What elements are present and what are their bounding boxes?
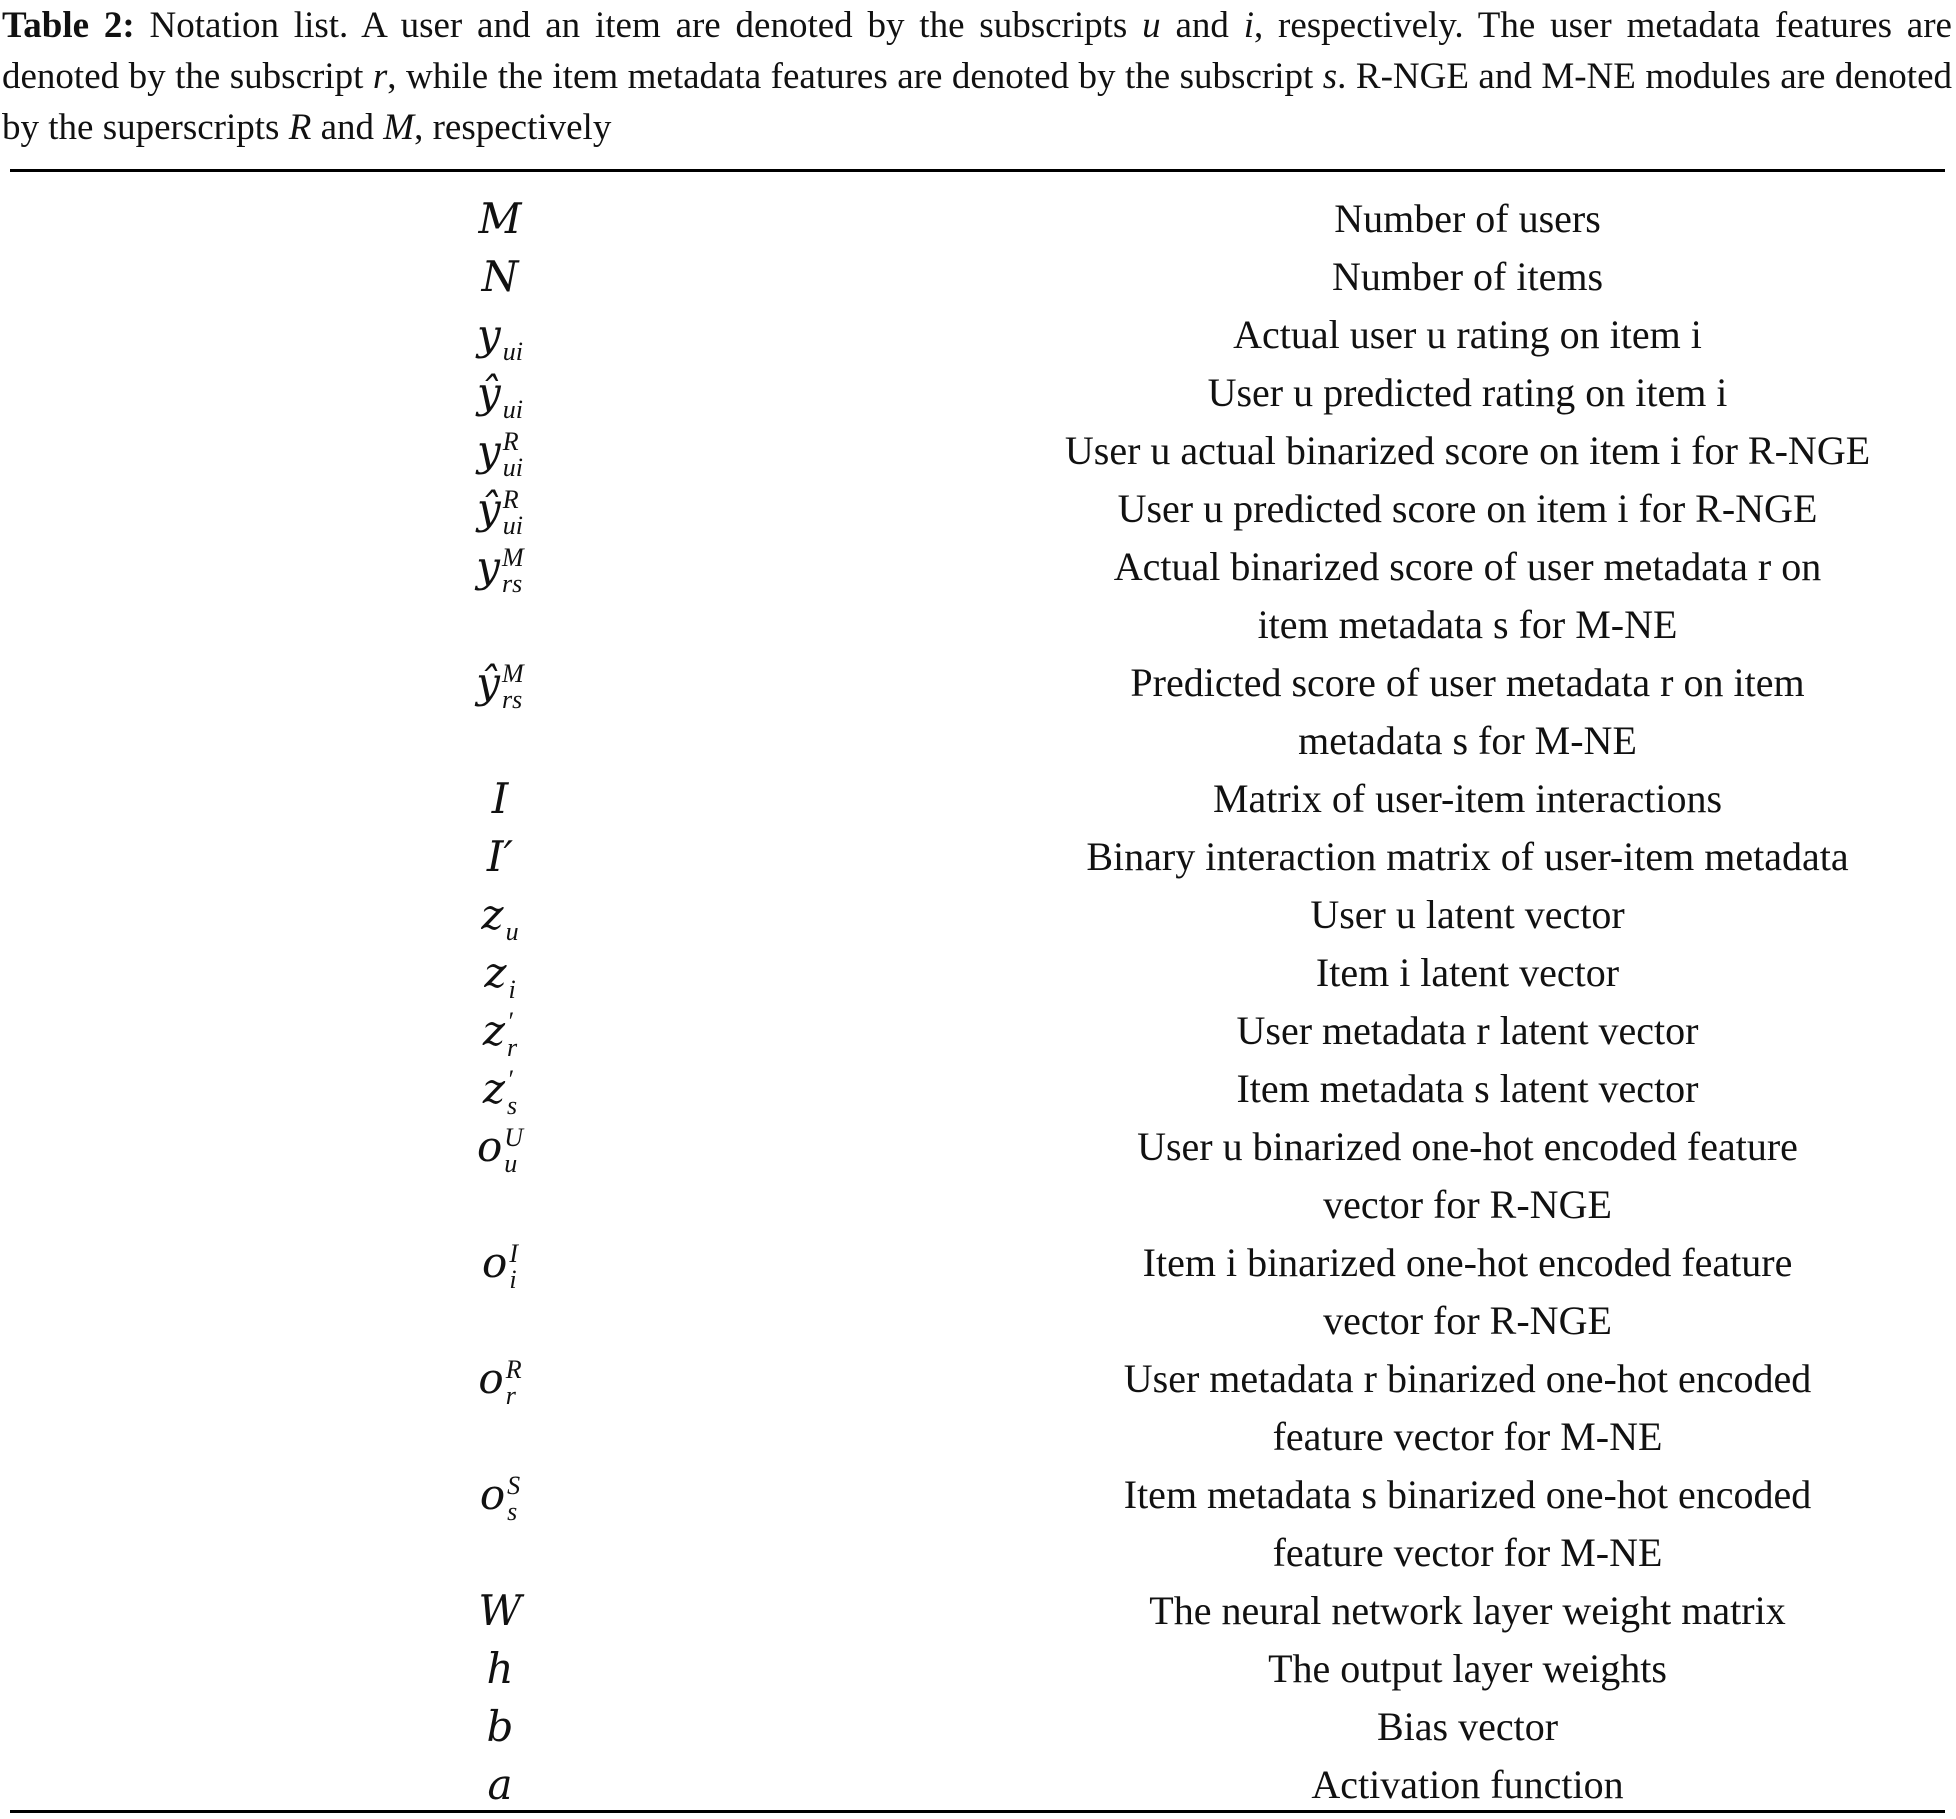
symbol-base: y <box>477 426 501 475</box>
caption-text: . R-NGE and M-NE modules are denoted by the superscripts <box>2 56 1952 148</box>
symbol-base: ŷ <box>477 368 501 417</box>
description-text: The output layer weights <box>1268 1646 1667 1691</box>
table-caption <box>2 0 1952 153</box>
symbol-scripts <box>506 1357 522 1409</box>
symbol-scripts <box>503 313 523 365</box>
notation-symbol <box>10 828 990 886</box>
symbol-base: M <box>478 194 522 243</box>
notation-description <box>990 886 1945 944</box>
symbol-superscript <box>508 951 515 977</box>
table-top-rule <box>10 169 1945 172</box>
table-bottom-rule <box>10 1810 1945 1813</box>
notation-symbol <box>10 1234 990 1295</box>
notation-symbol <box>10 770 990 828</box>
notation-description <box>990 480 1945 538</box>
symbol-base: N <box>481 252 519 301</box>
table-row <box>10 1060 1945 1121</box>
notation-symbol <box>10 538 990 599</box>
caption-var: s <box>1322 56 1338 97</box>
notation-description <box>990 1640 1945 1698</box>
symbol-scripts <box>502 661 524 713</box>
notation-symbol <box>10 1698 990 1756</box>
caption-var: u <box>1142 5 1161 46</box>
symbol-base: z <box>481 890 504 939</box>
symbol-base: ŷ <box>476 658 501 707</box>
symbol-base: a <box>487 1760 513 1809</box>
symbol-base: y <box>477 310 501 359</box>
description-text: Actual user u rating on item i <box>1233 312 1702 357</box>
notation-description <box>990 1350 1945 1466</box>
notation-symbol <box>10 1060 990 1121</box>
notation-symbol <box>10 1118 990 1179</box>
table-row <box>10 364 1945 425</box>
symbol-scripts <box>504 1125 523 1177</box>
description-text: The neural network layer weight matrix <box>1149 1588 1786 1633</box>
table-row <box>10 538 1945 654</box>
symbol-base: h <box>486 1644 514 1693</box>
table-row <box>10 1756 1945 1814</box>
table-row <box>10 828 1945 886</box>
symbol-superscript <box>503 313 523 339</box>
caption-text: and <box>1160 5 1244 46</box>
caption-text: Notation list. A user and an item are denoted by the subscripts <box>134 5 1143 46</box>
notation-symbol <box>10 1350 990 1411</box>
caption-var: R <box>288 107 312 148</box>
notation-description <box>990 1582 1945 1640</box>
table-row <box>10 886 1945 947</box>
description-text: Bias vector <box>1376 1704 1559 1749</box>
table-row <box>10 1350 1945 1466</box>
description-text: Actual binarized score of user metadata r on item metadata s for M-NE <box>1113 544 1822 647</box>
table-row <box>10 248 1945 306</box>
caption-text: , respectively <box>414 107 612 148</box>
caption-text: , respectively. The user metadata features are denoted by the subscript <box>2 5 1952 97</box>
symbol-subscript: i <box>509 1265 517 1295</box>
symbol-base: o <box>482 1238 508 1287</box>
symbol-base: ŷ <box>477 484 501 533</box>
notation-description <box>990 654 1945 770</box>
table-row <box>10 1466 1945 1582</box>
symbol-base: o <box>479 1470 506 1519</box>
symbol-subscript: r <box>507 1033 518 1063</box>
symbol-superscript: M <box>502 659 524 689</box>
symbol-base: I′ <box>486 832 514 881</box>
table-row <box>10 654 1945 770</box>
notation-description <box>990 538 1945 654</box>
symbol-subscript: rs <box>502 685 523 715</box>
symbol-superscript: ′ <box>507 1065 513 1095</box>
table-row <box>10 422 1945 483</box>
caption-var: M <box>383 107 415 148</box>
notation-description <box>990 1060 1945 1118</box>
notation-symbol <box>10 654 990 715</box>
notation-description <box>990 1756 1945 1814</box>
description-text: User metadata r binarized one-hot encoded feature vector for M-NE <box>1123 1356 1812 1459</box>
notation-description <box>990 828 1945 886</box>
notation-description <box>990 306 1945 364</box>
notation-symbol <box>10 1640 990 1698</box>
symbol-base: y <box>476 542 501 591</box>
symbol-subscript: rs <box>502 569 523 599</box>
symbol-superscript: R <box>502 485 519 515</box>
symbol-superscript: U <box>504 1123 524 1153</box>
caption-text: and <box>311 107 384 148</box>
notation-symbol <box>10 944 990 1005</box>
symbol-base: z <box>482 1006 505 1055</box>
notation-symbol <box>10 480 990 541</box>
table-row <box>10 190 1945 248</box>
description-text: Binary interaction matrix of user-item metadata <box>1086 834 1849 879</box>
symbol-base: z <box>484 948 507 997</box>
symbol-subscript: i <box>508 975 516 1005</box>
description-text: User u predicted rating on item i <box>1207 370 1728 415</box>
description-text: Matrix of user-item interactions <box>1212 776 1723 821</box>
symbol-scripts <box>507 1067 517 1119</box>
notation-table <box>10 190 1945 1814</box>
table-row <box>10 480 1945 541</box>
symbol-scripts <box>507 1009 517 1061</box>
description-text: Number of users <box>1334 196 1601 241</box>
notation-symbol <box>10 1582 990 1640</box>
table-row <box>10 306 1945 367</box>
table-row <box>10 944 1945 1005</box>
notation-symbol <box>10 1466 990 1527</box>
notation-symbol <box>10 364 990 425</box>
table-row <box>10 1640 1945 1698</box>
symbol-superscript: S <box>507 1471 521 1501</box>
description-text: Activation function <box>1311 1762 1624 1807</box>
notation-description <box>990 364 1945 422</box>
symbol-subscript: ui <box>502 337 523 367</box>
caption-text: , while the item metadata features are denoted by the subscript <box>387 56 1323 97</box>
notation-description <box>990 1234 1945 1350</box>
symbol-scripts <box>507 1473 520 1525</box>
description-text: Number of items <box>1331 254 1604 299</box>
notation-symbol <box>10 306 990 367</box>
caption-label: Table 2: <box>2 5 135 46</box>
table-row <box>10 1002 1945 1063</box>
description-text: User u predicted score on item i for R-NGE <box>1117 486 1818 531</box>
notation-symbol <box>10 190 990 248</box>
symbol-base: I <box>491 774 509 823</box>
notation-symbol <box>10 1002 990 1063</box>
symbol-subscript: ui <box>502 511 523 541</box>
description-text: Item i latent vector <box>1315 950 1620 995</box>
description-text: Item metadata s latent vector <box>1236 1066 1699 1111</box>
table-row <box>10 1118 1945 1234</box>
symbol-scripts <box>503 429 523 481</box>
caption-var: r <box>372 56 388 97</box>
symbol-base: z <box>482 1064 505 1113</box>
symbol-scripts <box>506 893 519 945</box>
symbol-superscript: I <box>509 1239 518 1269</box>
symbol-scripts <box>502 545 524 597</box>
notation-description <box>990 1466 1945 1582</box>
symbol-base: o <box>478 1354 504 1403</box>
description-text: Item metadata s binarized one-hot encoded feature vector for M-NE <box>1123 1472 1812 1575</box>
notation-description <box>990 1002 1945 1060</box>
symbol-scripts <box>508 951 515 1003</box>
notation-symbol <box>10 886 990 947</box>
symbol-scripts <box>509 1241 518 1293</box>
symbol-base: W <box>478 1586 522 1635</box>
symbol-subscript: ui <box>502 395 523 425</box>
description-text: User u latent vector <box>1310 892 1625 937</box>
symbol-superscript: R <box>505 1355 522 1385</box>
caption-var: i <box>1243 5 1254 46</box>
description-text: User u binarized one-hot encoded feature vector for R-NGE <box>1137 1124 1798 1227</box>
symbol-scripts <box>503 487 523 539</box>
symbol-superscript <box>503 371 523 397</box>
table-row <box>10 1698 1945 1756</box>
symbol-subscript: u <box>504 1149 518 1179</box>
symbol-base: o <box>476 1122 503 1171</box>
symbol-base: b <box>486 1702 514 1751</box>
symbol-superscript: R <box>502 427 519 457</box>
symbol-subscript: ui <box>502 453 523 483</box>
notation-symbol <box>10 422 990 483</box>
description-text: User metadata r latent vector <box>1236 1008 1699 1053</box>
description-text: Predicted score of user metadata r on item metadata s for M-NE <box>1130 660 1805 763</box>
table-row <box>10 1582 1945 1640</box>
notation-symbol <box>10 248 990 306</box>
notation-description <box>990 1118 1945 1234</box>
description-text: Item i binarized one-hot encoded feature vector for R-NGE <box>1142 1240 1793 1343</box>
symbol-subscript: s <box>507 1497 518 1527</box>
notation-symbol <box>10 1756 990 1814</box>
symbol-superscript: ′ <box>507 1007 513 1037</box>
notation-description <box>990 770 1945 828</box>
symbol-superscript <box>506 893 519 919</box>
notation-description <box>990 422 1945 480</box>
table-row <box>10 770 1945 828</box>
symbol-superscript: M <box>502 543 524 573</box>
notation-description <box>990 944 1945 1002</box>
description-text: User u actual binarized score on item i for R-NGE <box>1064 428 1871 473</box>
symbol-subscript: s <box>507 1091 518 1121</box>
symbol-subscript: r <box>505 1381 516 1411</box>
symbol-subscript: u <box>505 917 519 947</box>
symbol-scripts <box>503 371 523 423</box>
table-row <box>10 1234 1945 1350</box>
notation-description <box>990 190 1945 248</box>
notation-description <box>990 248 1945 306</box>
notation-description <box>990 1698 1945 1756</box>
